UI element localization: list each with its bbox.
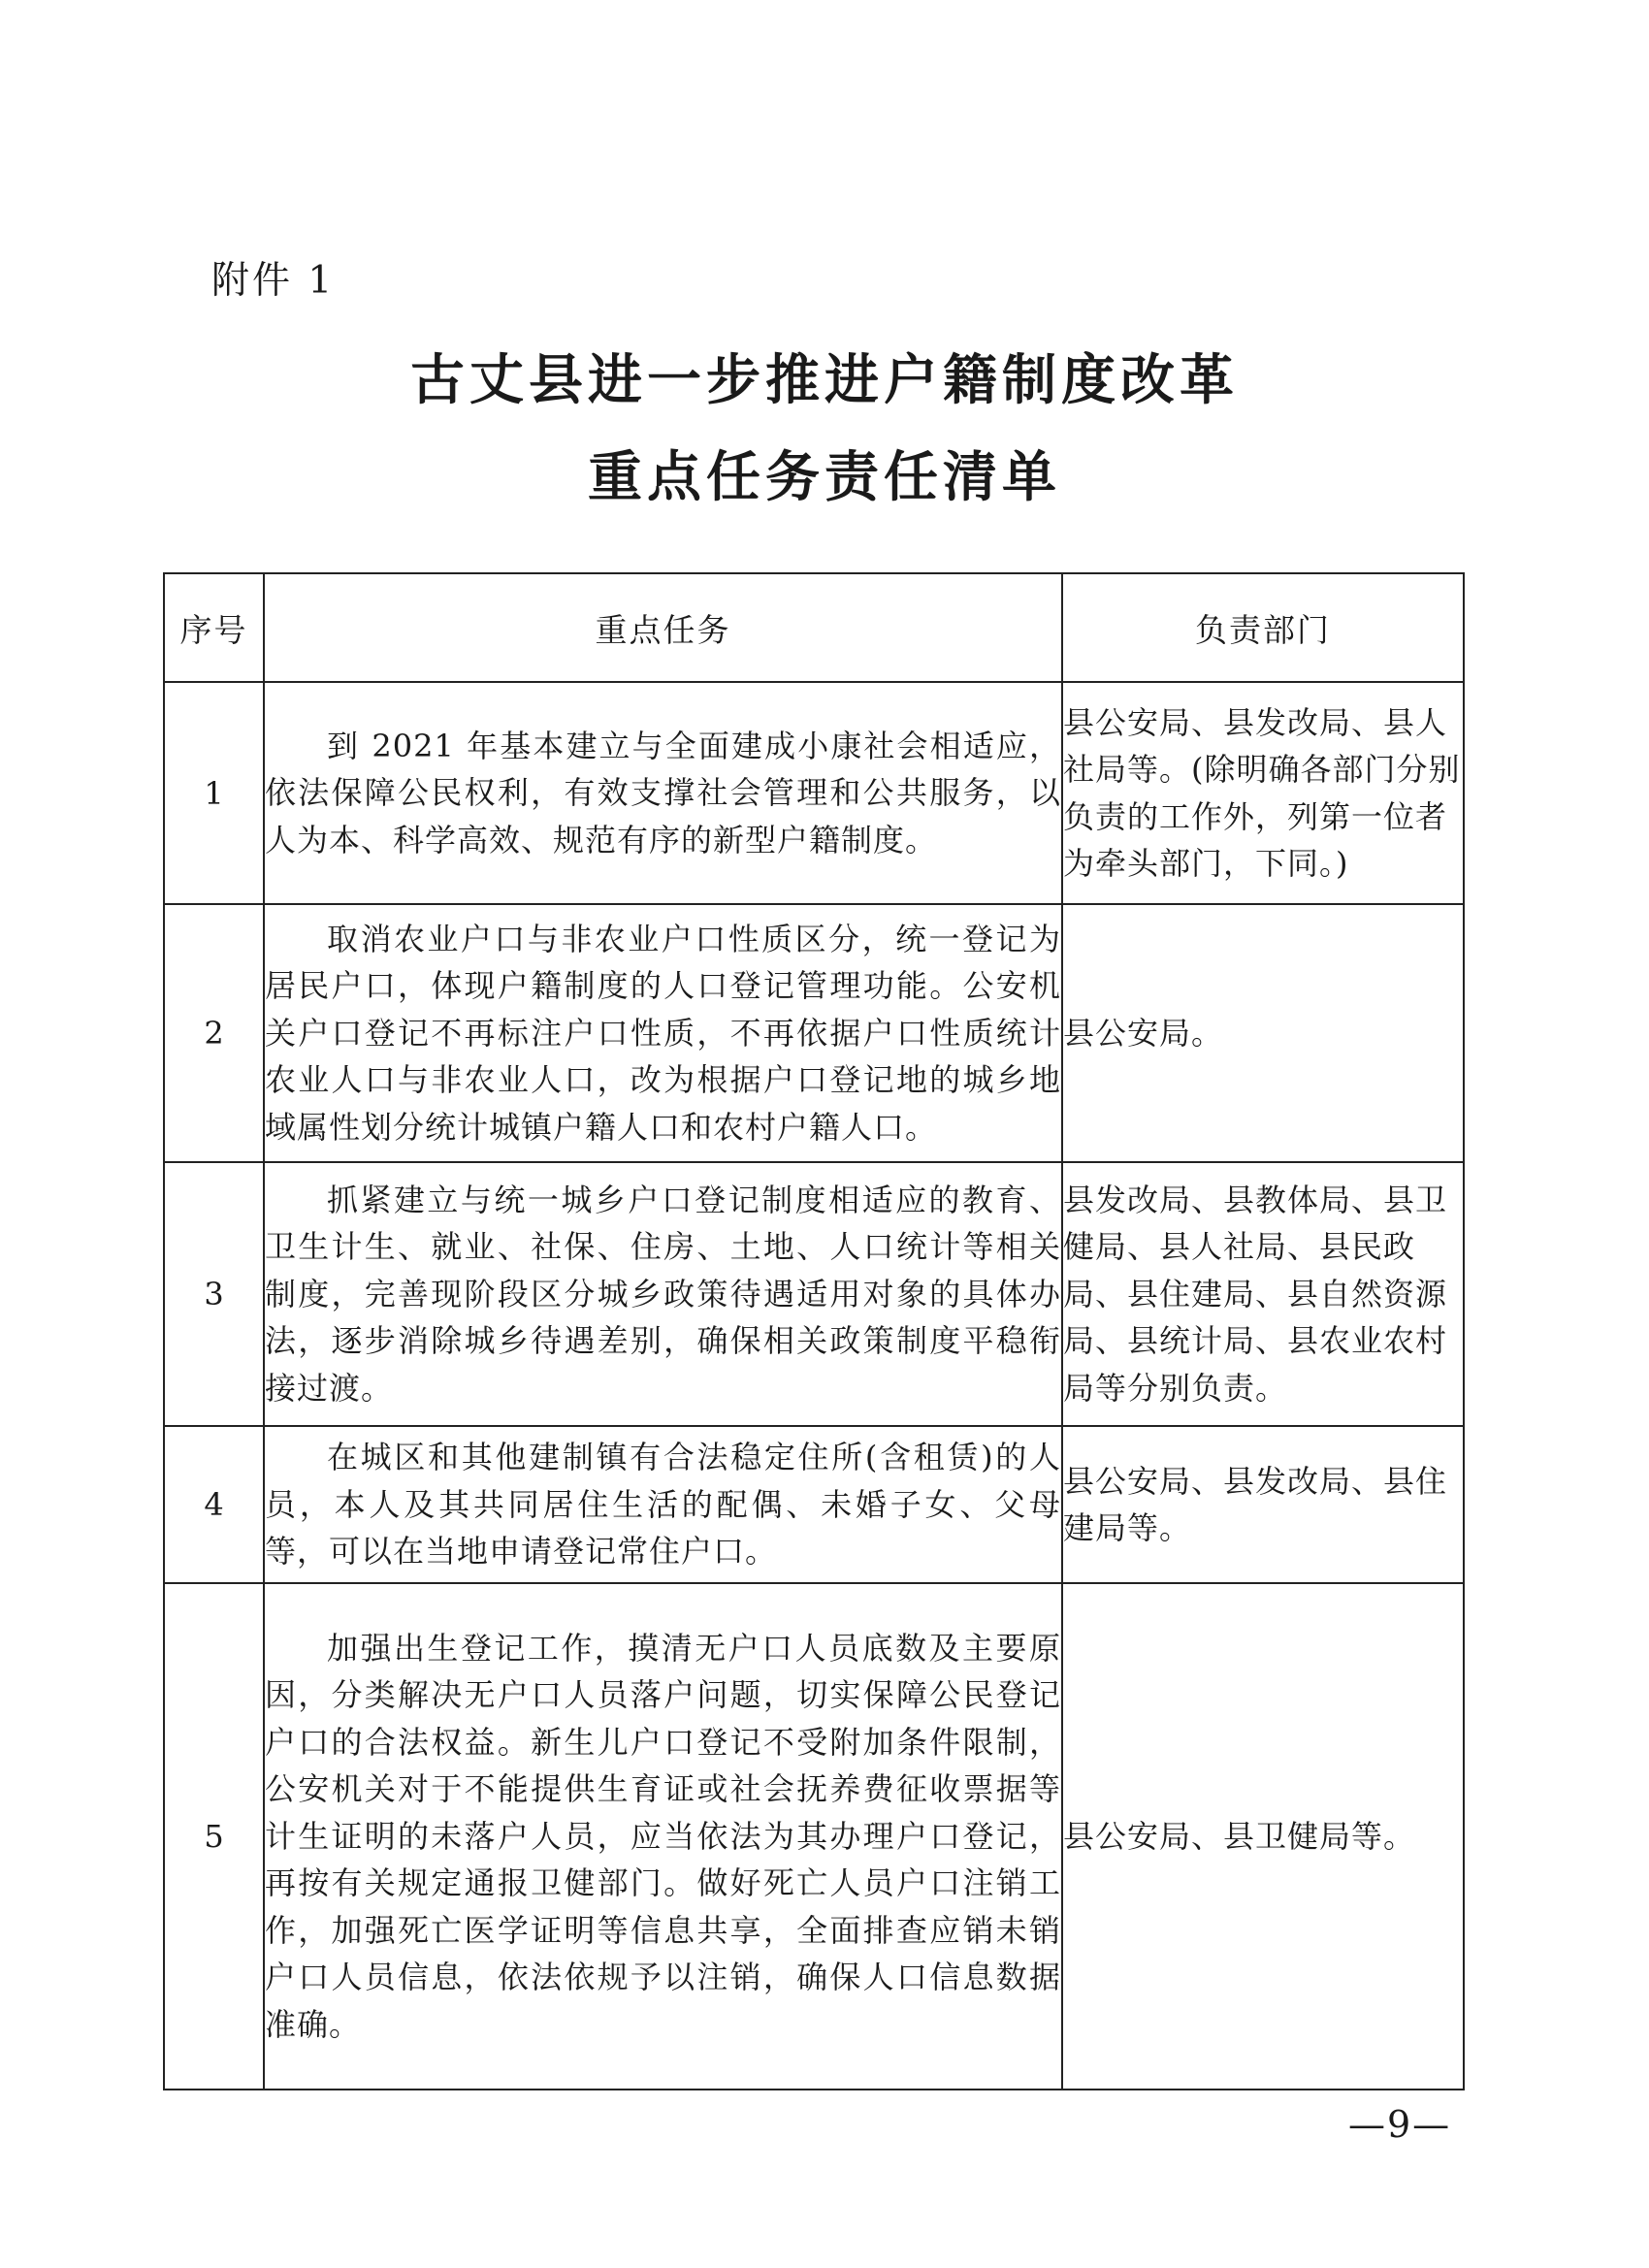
table-row <box>164 1162 1464 1426</box>
row-number: 1 <box>164 682 264 904</box>
table-row <box>164 682 1464 904</box>
dept-cell: 县发改局、县教体局、县卫健局、县人社局、县民政局、县住建局、县自然资源局、县统计局、县农业农村局等分别负责。 <box>1062 1162 1464 1426</box>
dept-cell: 县公安局。 <box>1062 904 1464 1162</box>
dept-cell: 县公安局、县发改局、县住建局等。 <box>1062 1426 1464 1583</box>
row-number: 2 <box>164 904 264 1162</box>
header-task: 重点任务 <box>264 573 1062 682</box>
header-dept: 负责部门 <box>1062 573 1464 682</box>
task-text: 取消农业户口与非农业户口性质区分，统一登记为居民户口，体现户籍制度的人口登记管理功能。公安机关户口登记不再标注户口性质，不再依据户口性质统计农业人口与非农业人口，改为根据户口登记地的城乡地域属性划分统计城镇户籍人口和农村户籍人口。 <box>265 920 1061 1146</box>
page-number: —9— <box>1348 2103 1452 2146</box>
header-no: 序号 <box>164 573 264 682</box>
row-number: 4 <box>164 1426 264 1583</box>
task-text: 抓紧建立与统一城乡户口登记制度相适应的教育、卫生计生、就业、社保、住房、土地、人口统计等相关制度，完善现阶段区分城乡政策待遇适用对象的具体办法，逐步消除城乡待遇差别，确保相关政策制度平稳衔接过渡。 <box>265 1181 1061 1407</box>
dept-cell: 县公安局、县发改局、县人社局等。(除明确各部门分别负责的工作外，列第一位者为牵头部门，下同。) <box>1062 682 1464 904</box>
task-text: 在城区和其他建制镇有合法稳定住所(含租赁)的人员，本人及其共同居住生活的配偶、未婚子女、父母等，可以在当地申请登记常住户口。 <box>265 1439 1061 1571</box>
table-row <box>164 1583 1464 2090</box>
task-text: 加强出生登记工作，摸清无户口人员底数及主要原因，分类解决无户口人员落户问题，切实保障公民登记户口的合法权益。新生儿户口登记不受附加条件限制，公安机关对于不能提供生育证或社会抚养费征收票据等计生证明的未落户人员，应当依法为其办理户口登记，再按有关规定通报卫健部门。做好死亡人员户口注销工作，加强死亡医学证明等信息共享，全面排查应销未销户口人员信息，依法依规予以注销，确保人口信息数据准确。 <box>265 1629 1061 2043</box>
task-text: 到 2021 年基本建立与全面建成小康社会相适应，依法保障公民权利，有效支撑社会管理和公共服务，以人为本、科学高效、规范有序的新型户籍制度。 <box>265 727 1061 859</box>
task-cell <box>264 1583 1062 2090</box>
task-cell <box>264 904 1062 1162</box>
task-cell <box>264 1426 1062 1583</box>
attachment-label: 附件 1 <box>211 259 336 303</box>
dept-cell: 县公安局、县卫健局等。 <box>1062 1583 1464 2090</box>
table-row <box>164 904 1464 1162</box>
task-cell <box>264 682 1062 904</box>
task-responsibility-table <box>163 572 1465 2090</box>
table-header-row <box>164 573 1464 682</box>
row-number: 5 <box>164 1583 264 2090</box>
document-title-line-2: 重点任务责任清单 <box>588 446 1061 509</box>
document-title-line-1: 古丈县进一步推进户籍制度改革 <box>410 349 1239 412</box>
table-row <box>164 1426 1464 1583</box>
row-number: 3 <box>164 1162 264 1426</box>
task-cell <box>264 1162 1062 1426</box>
